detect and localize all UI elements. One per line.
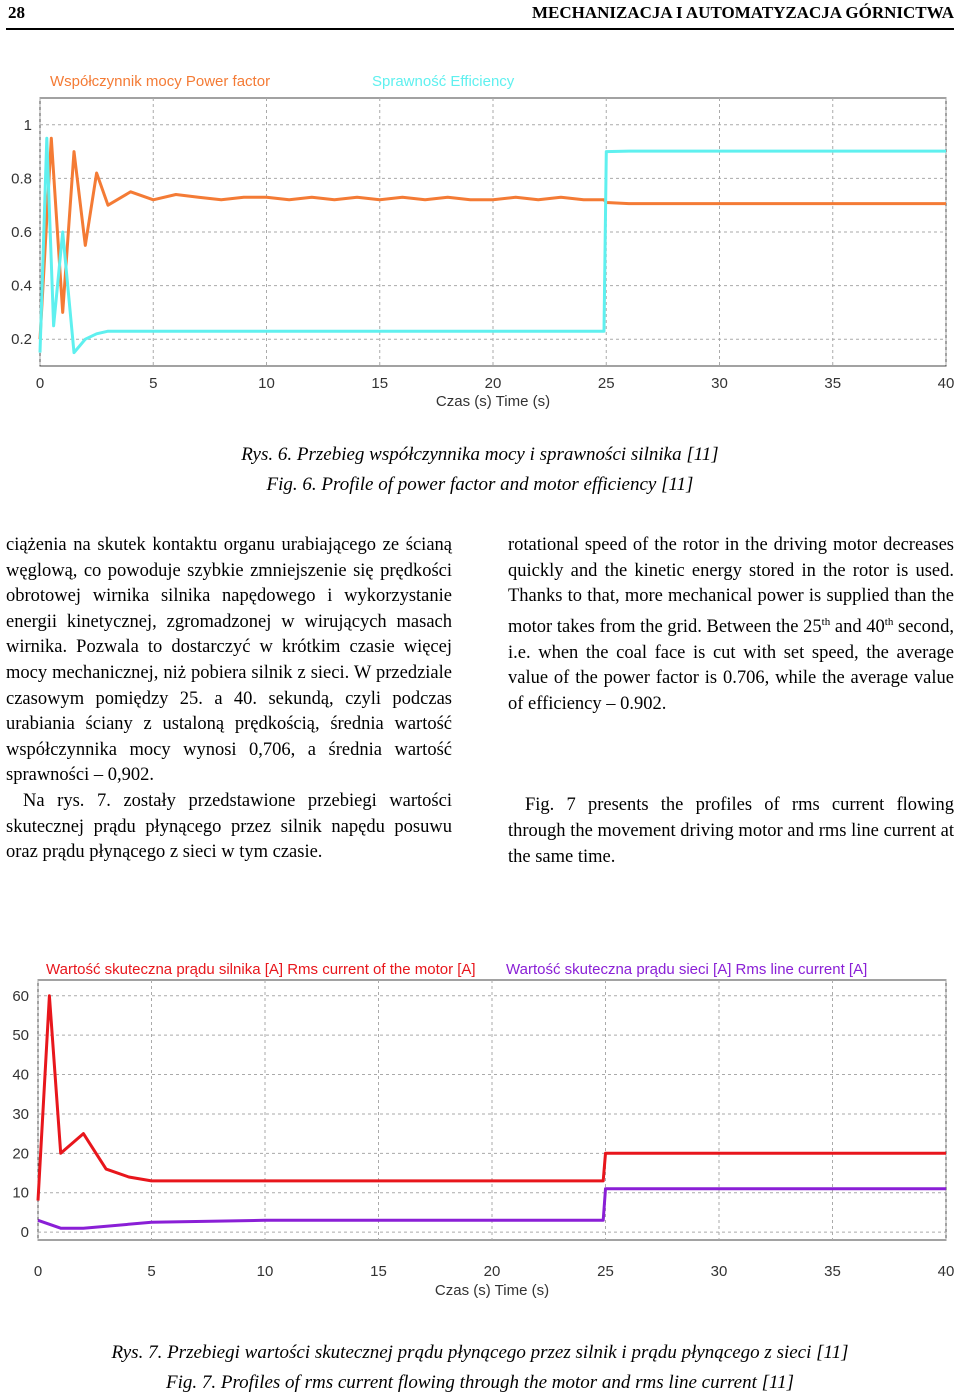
right-paragraph-1-part-c: second, i.e. when the coal face is cut with set speed, the average value of the power factor is 0.706, while the average value of efficiency – 0.902. bbox=[508, 616, 955, 714]
x-tick-label: 10 bbox=[258, 375, 275, 392]
fig6-caption bbox=[0, 440, 960, 500]
x-tick-label: 0 bbox=[33, 1263, 43, 1280]
legend-entry-2: Wartość skuteczna prądu sieci [A] Rms line current [A] bbox=[506, 961, 868, 978]
fig6-caption-en: Fig. 6. Profile of power factor and motor efficiency [11] bbox=[266, 474, 694, 495]
superscript-th-1: th bbox=[821, 615, 831, 628]
legend-entry-1: Wartość skuteczna prądu silnika [A] Rms current of the motor [A] bbox=[46, 961, 476, 978]
x-tick-label: 35 bbox=[824, 1263, 841, 1280]
x-tick-label: 40 bbox=[937, 375, 955, 392]
page-number: 28 bbox=[8, 3, 25, 22]
y-tick-label: 0 bbox=[20, 1224, 29, 1242]
left-paragraph-1: ciążenia na skutek kontaktu organu urabiającego ze ścianą węglową, co powoduje szybkie zmniejszenie się prędkości obrotowej wirnika silnika napędowego i wykorzystanie energii kinetycznej, zgromadzonej w wirujących masach wirnika. Pozwala to dostarczyć w krótkim czasie więcej mocy mechanicznej, niż pobiera silnik z sieci. W przedziale czasowym pomiędzy 25. a 40. sekundą, czyli podczas urabiania ściany z ustaloną prędkością, średnia wartość współczynnika mocy wynosi 0,706, a średnia wartość sprawności – 0,902. bbox=[6, 535, 452, 786]
y-tick-label: 60 bbox=[12, 987, 29, 1005]
x-tick-label: 30 bbox=[710, 1263, 728, 1280]
y-tick-label: 50 bbox=[12, 1027, 29, 1045]
y-tick-label: 0.2 bbox=[11, 331, 32, 349]
x-axis-label: Czas (s) Time (s) bbox=[435, 393, 551, 410]
legend-entry-1: Współczynnik mocy Power factor bbox=[50, 73, 271, 90]
left-paragraph-2: Na rys. 7. zostały przedstawione przebiegi wartości skutecznej prądu płynącego przez silnik napędu posuwu oraz prądu płynącego z sieci w tym czasie. bbox=[6, 790, 452, 863]
y-tick-label: 20 bbox=[12, 1145, 29, 1163]
right-paragraph-1-part-b: and 40 bbox=[830, 616, 885, 637]
fig6-caption-pl: Rys. 6. Przebieg współczynnika mocy i sprawności silnika [11] bbox=[241, 444, 719, 465]
x-tick-label: 25 bbox=[597, 375, 615, 392]
x-tick-label: 40 bbox=[937, 1263, 955, 1280]
y-tick-label: 30 bbox=[12, 1105, 29, 1123]
x-axis-label: Czas (s) Time (s) bbox=[434, 1282, 550, 1299]
y-tick-label: 0.4 bbox=[11, 277, 32, 295]
right-paragraph-1 bbox=[508, 533, 954, 717]
right-paragraph-2: Fig. 7 presents the profiles of rms current flowing through the movement driving motor and rms line current at the same time. bbox=[508, 795, 954, 867]
y-tick-label: 1 bbox=[23, 116, 32, 134]
x-tick-label: 5 bbox=[149, 375, 158, 392]
right-paragraph-1-part-a: rotational speed of the rotor in the driving motor decreases quickly and the kinetic energy stored in the rotor is used. Thanks to that, more mechanical power is supplied than the motor takes from the grid. Between the 25 bbox=[508, 535, 954, 637]
y-tick-label: 10 bbox=[12, 1184, 29, 1202]
fig7-caption bbox=[0, 1338, 960, 1398]
fig7-chart bbox=[0, 950, 960, 1310]
fig7-caption-pl: Rys. 7. Przebiegi wartości skutecznej prądu płynącego przez silnik i prądu płynącego z sieci [11] bbox=[111, 1342, 849, 1363]
journal-title: MECHANIZACJA I AUTOMATYZACJA GÓRNICTWA bbox=[531, 3, 954, 22]
y-tick-label: 0.8 bbox=[11, 170, 32, 188]
x-tick-label: 20 bbox=[484, 375, 502, 392]
x-tick-label: 15 bbox=[370, 1263, 387, 1280]
x-tick-label: 35 bbox=[824, 375, 842, 392]
x-tick-label: 20 bbox=[483, 1263, 501, 1280]
x-tick-label: 25 bbox=[597, 1263, 614, 1280]
body-text-left-column bbox=[6, 533, 452, 866]
x-tick-label: 0 bbox=[35, 375, 45, 392]
body-text-right-column bbox=[508, 533, 954, 870]
x-tick-label: 30 bbox=[711, 375, 728, 392]
x-tick-label: 5 bbox=[147, 1263, 156, 1280]
fig6-chart bbox=[0, 60, 960, 480]
x-tick-label: 15 bbox=[371, 375, 389, 392]
fig7-caption-en: Fig. 7. Profiles of rms current flowing through the motor and rms line current [11] bbox=[165, 1372, 795, 1393]
superscript-th-2: th bbox=[884, 615, 894, 628]
y-tick-label: 40 bbox=[12, 1066, 29, 1084]
legend-entry-2: Sprawność Efficiency bbox=[372, 73, 515, 90]
y-tick-label: 0.6 bbox=[11, 224, 32, 241]
x-tick-label: 10 bbox=[256, 1263, 274, 1280]
page-header bbox=[6, 0, 954, 30]
